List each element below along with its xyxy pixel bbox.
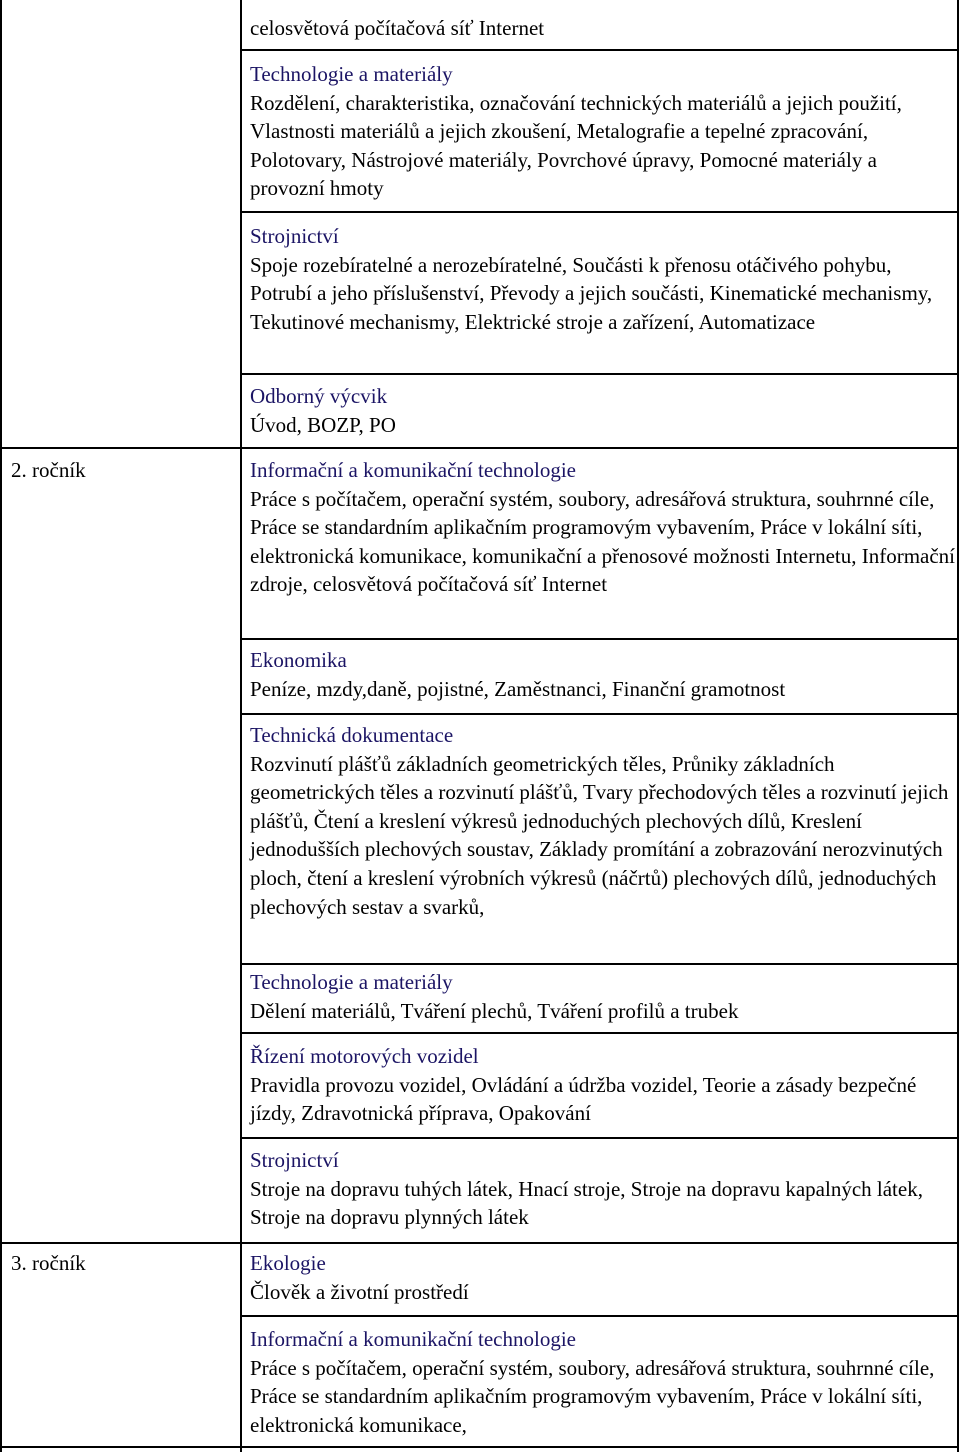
row-divider [240, 1137, 959, 1139]
subject-cell-ekonomika [250, 646, 956, 703]
subject-content: Úvod, BOZP, PO [250, 412, 396, 437]
subject-cell-internet-continued [250, 14, 956, 43]
subject-cell-strojnictvi-2 [250, 1146, 956, 1232]
subject-cell-rizeni-vozidel [250, 1042, 956, 1128]
subject-cell-technicka-dokumentace [250, 721, 956, 921]
row-divider [240, 1315, 959, 1317]
subject-content: Stroje na dopravu tuhých látek, Hnací stroje, Stroje na dopravu kapalných látek, Stroje na dopravu plynných látek [250, 1176, 923, 1230]
subject-title: Ekonomika [250, 648, 347, 672]
year-divider [0, 1242, 959, 1244]
row-divider [240, 49, 959, 51]
subject-content: Práce s počítačem, operační systém, soubory, adresářová struktura, souhrnné cíle, Práce se standardním aplikačním programovým vybavením, Práce v lokální síti, elektronická komunikace, komunikační a přenosové možnosti Internetu, Informační zdroje, celosvětová počítačová síť Internet [250, 486, 956, 597]
year-divider [0, 447, 959, 449]
subject-cell-strojnictvi [250, 222, 956, 336]
subject-title: Strojnictví [250, 224, 339, 248]
table-border-bottom [0, 1446, 959, 1448]
subject-title: Technologie a materiály [250, 62, 453, 86]
subject-content: Peníze, mzdy,daně, pojistné, Zaměstnanci, Finanční gramotnost [250, 676, 786, 701]
subject-title: Odborný výcvik [250, 384, 388, 408]
subject-content: Práce s počítačem, operační systém, soubory, adresářová struktura, souhrnné cíle, Práce se standardním aplikačním programovým vybavením, Práce v lokální síti, elektronická komunikace, [250, 1355, 935, 1437]
subject-content: celosvětová počítačová síť Internet [250, 16, 545, 40]
subject-content: Člověk a životní prostředí [250, 1279, 469, 1304]
subject-cell-technologie-materialy [250, 968, 956, 1025]
subject-cell-odborny-vycvik [250, 382, 956, 439]
table-border-right [957, 0, 959, 1452]
subject-title: Strojnictví [250, 1148, 339, 1172]
subject-content: Rozdělení, charakteristika, označování technických materiálů a jejich použití, Vlastnosti materiálů a jejich zkoušení, Metalografie a tepelné zpracování, Polotovary, Nástrojové materiály, Povrchové úpravy, Pomocné materiály a provozní hmoty [250, 90, 902, 201]
table-border-left [0, 0, 2, 1452]
subject-content: Spoje rozebíratelné a nerozebíratelné, Součásti k přenosu otáčivého pohybu, Potrubí a jeho příslušenství, Převody a jejich součásti, Kinematické mechanismy, Tekutinové mechanismy, Elektrické stroje a zařízení, Automatizace [250, 252, 933, 334]
subject-title: Informační a komunikační technologie [250, 1327, 576, 1351]
column-divider [240, 0, 242, 1452]
year-label-2: 2. ročník [11, 458, 86, 482]
subject-title: Technologie a materiály [250, 970, 453, 994]
subject-title: Řízení motorových vozidel [250, 1044, 479, 1068]
subject-cell-ikt-3 [250, 1325, 956, 1439]
row-divider [240, 1032, 959, 1034]
subject-cell-ekologie [250, 1249, 956, 1306]
row-divider [240, 963, 959, 965]
subject-cell-ikt [250, 456, 956, 599]
subject-title: Ekologie [250, 1251, 326, 1275]
subject-cell-technologie [250, 60, 956, 203]
subject-content: Pravidla provozu vozidel, Ovládání a údržba vozidel, Teorie a zásady bezpečné jízdy, Zdravotnická příprava, Opakování [250, 1072, 917, 1126]
row-divider [240, 211, 959, 213]
subject-title: Technická dokumentace [250, 723, 454, 747]
subject-content: Rozvinutí plášťů základních geometrických těles, Průniky základních geometrických těles a rozvinutí plášťů, Tvary přechodových těles a rozvinutí jejich plášťů, Čtení a kreslení výkresů jednoduchých plechových dílů, Kreslení jednodušších plechových soustav, Základy promítání a zobrazování nerozvinutých ploch, čtení a kreslení výrobních výkresů (náčrtů) plechových dílů, jednoduchých plechových sestav a svarků, [250, 751, 949, 919]
row-divider [240, 373, 959, 375]
row-divider [240, 713, 959, 715]
subject-title: Informační a komunikační technologie [250, 458, 576, 482]
subject-content: Dělení materiálů, Tváření plechů, Tváření profilů a trubek [250, 998, 739, 1023]
row-divider [240, 638, 959, 640]
year-label-3: 3. ročník [11, 1251, 86, 1275]
